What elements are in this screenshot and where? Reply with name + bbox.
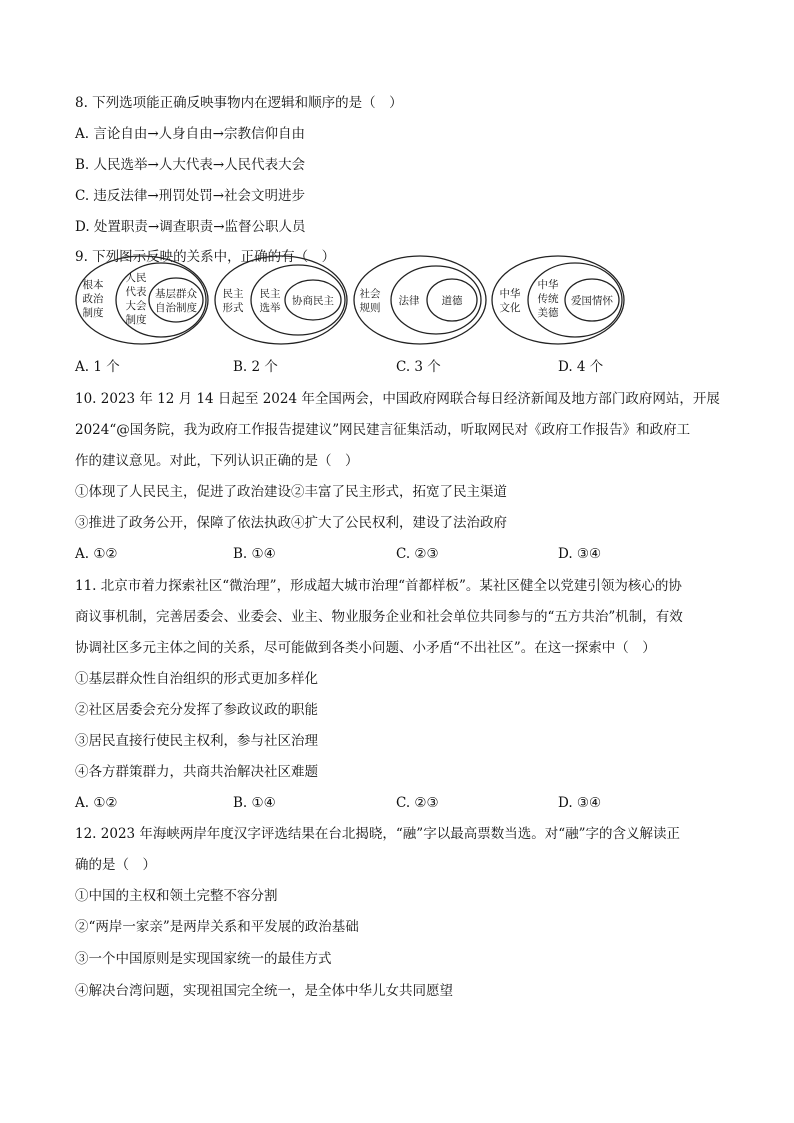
q9-options	[75, 357, 725, 377]
outer-label-line: 根本	[82, 279, 104, 291]
outer-label-line: 形式	[222, 302, 244, 314]
inner-label-line: 基层群众	[155, 288, 197, 300]
q10-options	[75, 544, 725, 564]
middle-label-line: 中华	[537, 279, 559, 291]
outer-label-line: 规则	[359, 302, 381, 314]
q9-option-c: C. 3 个	[396, 359, 441, 375]
q11-option-a: A. ①②	[75, 795, 118, 811]
q11-statement: ①基层群众性自治组织的形式更加多样化	[75, 671, 318, 687]
inner-ellipse	[149, 278, 203, 322]
q9-diagram-4	[490, 255, 626, 351]
inner-label-line: 协商民主	[292, 295, 334, 307]
outer-ellipse	[354, 256, 486, 344]
q9-diagram-2	[213, 255, 349, 351]
middle-label-line: 制度	[125, 314, 147, 326]
q11-option-d: D. ③④	[558, 795, 602, 811]
outer-label-line: 政治	[82, 293, 104, 305]
q8-option-d: D. 处置职责→调查职责→监督公职人员	[75, 219, 306, 235]
q9-diagram-1	[74, 255, 210, 351]
middle-label-line: 民主	[259, 288, 281, 300]
q10-stem-line: 作的建议意见。对此，下列认识正确的是（ ）	[75, 453, 359, 469]
q10-option-b: B. ①④	[233, 546, 276, 562]
inner-label-line: 爱国情怀	[571, 295, 613, 307]
q11-stem-line: 协调社区多元主体之间的关系，尽可能做到各类小问题、小矛盾“不出社区”。在这一探索中（ ）	[75, 640, 656, 656]
q9-option-d: D. 4 个	[558, 359, 604, 375]
middle-label-line: 大会	[125, 300, 147, 312]
q12-stem-line: 12. 2023 年海峡两岸年度汉字评选结果在台北揭晓，“融”字以最高票数当选。对“融”字的含义解读正	[75, 826, 681, 842]
q12-statement: ①中国的主权和领土完整不容分割	[75, 888, 278, 904]
q10-option-a: A. ①②	[75, 546, 118, 562]
q8-option-c: C. 违反法律→刑罚处罚→社会文明进步	[75, 188, 306, 204]
middle-label-line: 法律	[398, 295, 420, 307]
q12-statement: ④解决台湾问题，实现祖国完全统一，是全体中华儿女共同愿望	[75, 983, 453, 999]
outer-label-line: 社会	[359, 288, 381, 300]
q8-option-a: A. 言论自由→人身自由→宗教信仰自由	[75, 126, 305, 142]
q10-statement: ①体现了人民民主，促进了政治建设②丰富了民主形式，拓宽了民主渠道	[75, 484, 507, 500]
q10-stem-line: 2024“@国务院，我为政府工作报告提建议”网民建言征集活动，听取网民对《政府工作报告》和政府工	[75, 422, 691, 438]
q11-stem-line: 11. 北京市着力探索社区“微治理”，形成超大城市治理“首都样板”。某社区健全以党建引领为核心的协	[75, 578, 682, 594]
q9-diagram-3	[352, 255, 488, 351]
q11-option-c: C. ②③	[396, 795, 439, 811]
q10-statement: ③推进了政务公开，保障了依法执政④扩大了公民权利，建设了法治政府	[75, 515, 507, 531]
q12-statement: ③一个中国原则是实现国家统一的最佳方式	[75, 951, 332, 967]
q10-option-c: C. ②③	[396, 546, 439, 562]
q11-stem-line: 商议事机制，完善居委会、业委会、业主、物业服务企业和社会单位共同参与的“五方共治”机制，有效	[75, 609, 683, 625]
outer-label-line: 中华	[499, 288, 521, 300]
q9-stem: 9. 下列图示反映的关系中，正确的有（ ）	[75, 249, 336, 265]
inner-label-line: 自治制度	[155, 302, 197, 314]
outer-label-line: 民主	[222, 288, 244, 300]
q10-option-d: D. ③④	[558, 546, 602, 562]
q11-options	[75, 793, 725, 813]
q9-option-b: B. 2 个	[233, 359, 278, 375]
middle-label-line: 选举	[259, 302, 281, 314]
outer-label-line: 文化	[499, 302, 521, 314]
q11-statement: ③居民直接行使民主权利，参与社区治理	[75, 733, 318, 749]
q9-option-a: A. 1 个	[75, 359, 120, 375]
inner-label-line: 道德	[441, 295, 463, 307]
middle-label-line: 传统	[537, 293, 559, 305]
middle-label-line: 代表	[125, 286, 147, 298]
outer-label-line: 制度	[82, 307, 104, 319]
q10-stem-line: 10. 2023 年 12 月 14 日起至 2024 年全国两会，中国政府网联合每日经济新闻及地方部门政府网站，开展	[75, 391, 720, 407]
q11-statement: ④各方群策群力，共商共治解决社区难题	[75, 764, 318, 780]
q8-stem: 8. 下列选项能正确反映事物内在逻辑和顺序的是（ ）	[75, 95, 403, 111]
middle-label-line: 人民	[125, 272, 147, 284]
q12-stem-line: 确的是（ ）	[75, 857, 156, 873]
q12-statement: ②“两岸一家亲”是两岸关系和平发展的政治基础	[75, 919, 359, 935]
q11-statement: ②社区居委会充分发挥了参政议政的职能	[75, 702, 318, 718]
q11-option-b: B. ①④	[233, 795, 276, 811]
q8-option-b: B. 人民选举→人大代表→人民代表大会	[75, 157, 306, 173]
middle-label-line: 美德	[537, 307, 559, 319]
